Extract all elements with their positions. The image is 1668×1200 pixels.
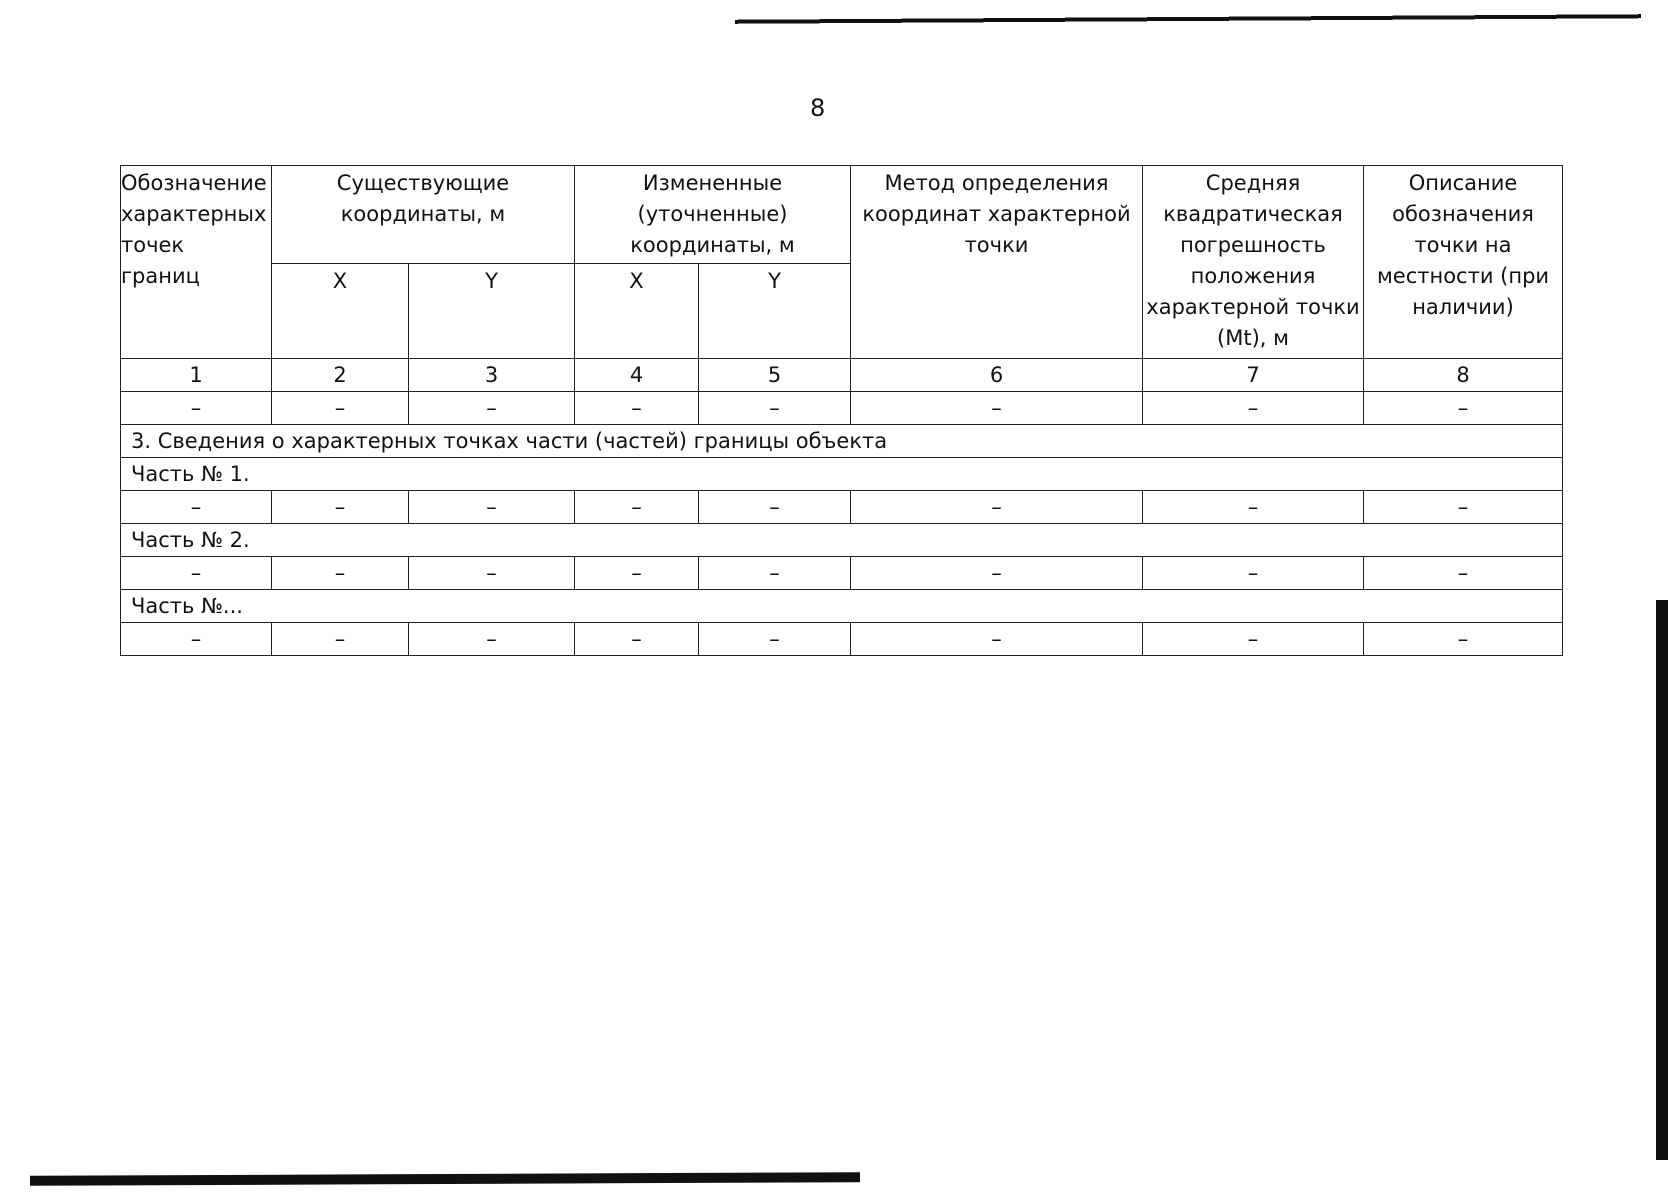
table-cell: –: [851, 623, 1143, 656]
table-cell: –: [409, 623, 575, 656]
column-number: 2: [272, 359, 409, 392]
column-number: 4: [575, 359, 699, 392]
part-heading: Часть №...: [121, 590, 1563, 623]
table-cell: –: [1143, 557, 1364, 590]
table-cell: –: [121, 623, 272, 656]
section-heading: 3. Сведения о характерных точках части (частей) границы объекта: [121, 425, 1563, 458]
table-cell: –: [699, 557, 851, 590]
table-cell: –: [851, 557, 1143, 590]
column-number-row: [121, 359, 1563, 392]
table-cell: –: [1143, 491, 1364, 524]
table-cell: –: [272, 491, 409, 524]
table-cell: –: [409, 491, 575, 524]
header-existing-coordinates: Существующие координаты, м: [272, 166, 575, 264]
table-cell: –: [1143, 392, 1364, 425]
table-row: [121, 623, 1563, 656]
table-cell: –: [409, 557, 575, 590]
scan-border-right: [1656, 600, 1668, 1160]
table-cell: –: [851, 491, 1143, 524]
part-heading-row: [121, 524, 1563, 557]
part-heading: Часть № 1.: [121, 458, 1563, 491]
column-number: 1: [121, 359, 272, 392]
header-existing-y: Y: [409, 264, 575, 359]
header-changed-y: Y: [699, 264, 851, 359]
header-changed-coordinates: Измененные (уточненные) координаты, м: [575, 166, 851, 264]
header-method: Метод определения координат характерной точки: [851, 166, 1143, 359]
table-cell: –: [851, 392, 1143, 425]
table-cell: –: [1143, 623, 1364, 656]
header-mean-square-error: Средняя квадратическая погрешность положения характерной точки (Mt), м: [1143, 166, 1364, 359]
table-cell: –: [1364, 623, 1563, 656]
table-row: [121, 392, 1563, 425]
table-cell: –: [699, 392, 851, 425]
header-changed-x: X: [575, 264, 699, 359]
part-heading-row: [121, 590, 1563, 623]
column-number: 8: [1364, 359, 1563, 392]
table-cell: –: [575, 491, 699, 524]
header-point-designation: Обозначение характерных точек границ: [121, 166, 272, 359]
part-heading-row: [121, 458, 1563, 491]
table-cell: –: [272, 623, 409, 656]
table-cell: –: [1364, 392, 1563, 425]
boundary-points-table: [120, 165, 1563, 656]
header-row-top: [121, 166, 1563, 264]
table-row: [121, 491, 1563, 524]
column-number: 3: [409, 359, 575, 392]
table-cell: –: [575, 392, 699, 425]
table-cell: –: [575, 557, 699, 590]
table-cell: –: [121, 491, 272, 524]
table-cell: –: [699, 491, 851, 524]
header-point-description: Описание обозначения точки на местности (при наличии): [1364, 166, 1563, 359]
table-cell: –: [272, 392, 409, 425]
page-number: 8: [810, 94, 826, 122]
table-cell: –: [121, 557, 272, 590]
header-existing-x: X: [272, 264, 409, 359]
table-cell: –: [409, 392, 575, 425]
column-number: 5: [699, 359, 851, 392]
scan-border-bottom: [30, 1172, 860, 1186]
column-number: 7: [1143, 359, 1364, 392]
part-heading: Часть № 2.: [121, 524, 1563, 557]
table-cell: –: [575, 623, 699, 656]
table-cell: –: [1364, 491, 1563, 524]
scan-border-top: [735, 11, 1641, 27]
section-heading-row: [121, 425, 1563, 458]
table-cell: –: [121, 392, 272, 425]
column-number: 6: [851, 359, 1143, 392]
table-cell: –: [272, 557, 409, 590]
table-cell: –: [1364, 557, 1563, 590]
table-cell: –: [699, 623, 851, 656]
table-row: [121, 557, 1563, 590]
